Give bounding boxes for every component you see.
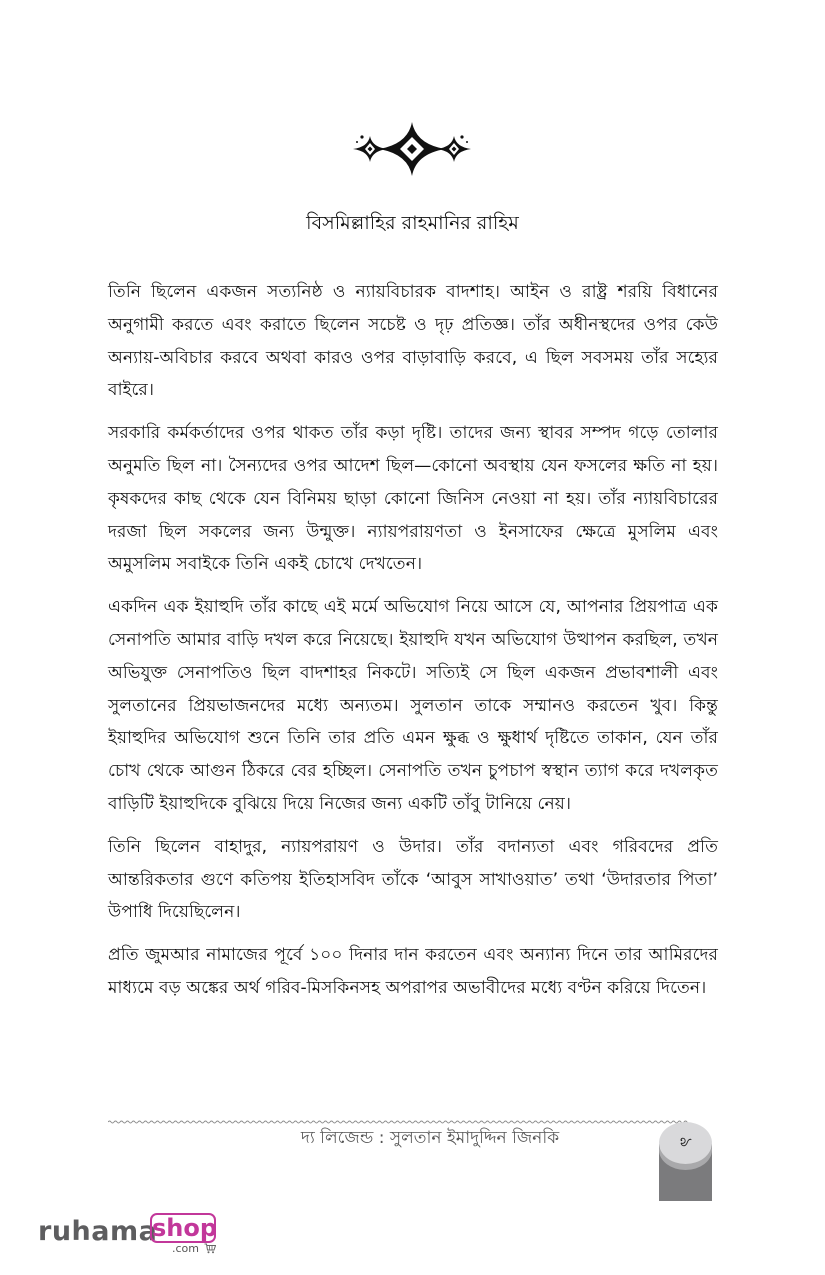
running-title: দ্য লিজেন্ড : সুলতান ইমাদুদ্দিন জিনকি	[300, 1128, 560, 1148]
page-number: ৯	[675, 1136, 696, 1148]
logo-text-shop: shop	[152, 1214, 218, 1242]
page-number-tab	[659, 1122, 712, 1201]
paragraph: সরকারি কর্মকর্তাদের ওপর থাকত তাঁর কড়া দৃষ্টি। তাদের জন্য স্থাবর সম্পদ গড়ে তোলার অনুমতি ছিল না। সৈন্যদের ওপর আদেশ ছিল—কোনো অবস্থায় যেন ফসলের ক্ষতি না হয়। কৃষকদের কাছ থেকে যেন বিনিময় ছাড়া কোনো জিনিস নেওয়া না হয়। তাঁর ন্যায়বিচারের দরজা ছিল সকলের জন্য উন্মুক্ত। ন্যায়পরায়ণতা ও ইনসাফের ক্ষেত্রে মুসলিম এবং অমুসলিম সবাইকে তিনি একই চোখে দেখতেন।	[108, 423, 718, 575]
paragraph: একদিন এক ইয়াহুদি তাঁর কাছে এই মর্মে অভিযোগ নিয়ে আসে যে, আপনার প্রিয়পাত্র এক সেনাপতি আমার বাড়ি দখল করে নিয়েছে। ইয়াহুদি যখন অভিযোগ উত্থাপন করছিল, তখন অভিযুক্ত সেনাপতিও ছিল বাদশাহর নিকটে। সত্যিই সে ছিল একজন প্রভাবশালী এবং সুলতানের প্রিয়ভাজনদের মধ্যে অন্যতম। সুলতান তাকে সম্মানও করতেন খুব। কিন্তু ইয়াহুদির অভিযোগ শুনে তিনি তার প্রতি এমন ক্ষুব্ধ ও ক্ষুধার্থ দৃষ্টিতে তাকান, যেন তাঁর চোখ থেকে আগুন ঠিকরে বের হচ্ছিল। সেনাপতি তখন চুপচাপ স্বস্থান ত্যাগ করে দখলকৃত বাড়িটি ইয়াহুদিকে বুঝিয়ে দিয়ে নিজের জন্য একটি তাঁবু টানিয়ে নেয়।	[108, 597, 718, 814]
ruhamashop-logo	[38, 1213, 228, 1258]
logo-text-com: .com	[172, 1242, 199, 1255]
shopping-cart-icon	[204, 1243, 216, 1254]
star-ornament-icon	[345, 118, 480, 180]
paragraph: তিনি ছিলেন বাহাদুর, ন্যায়পরায়ণ ও উদার। তাঁর বদান্যতা এবং গরিবদের প্রতি আন্তরিকতার গুণে কতিপয় ইতিহাসবিদ তাঁকে ‘আবুস সাখাওয়াত’ তথা ‘উদারতার পিতা’ উপাধি দিয়েছিলেন।	[108, 836, 718, 923]
bismillah-heading: বিসমিল্লাহির রাহমানির রাহিম	[306, 212, 519, 234]
logo-text-ruhama: ruhama	[38, 1216, 158, 1247]
paragraph: প্রতি জুমআর নামাজের পূর্বে ১০০ দিনার দান করতেন এবং অন্যান্য দিনে তার আমিরদের মাধ্যমে বড় অঙ্কের অর্থ গরিব-মিসকিনসহ অপরাপর অভাবীদের মধ্যে বণ্টন করিয়ে দিতেন।	[108, 945, 718, 998]
paragraph: তিনি ছিলেন একজন সত্যনিষ্ঠ ও ন্যায়বিচারক বাদশাহ। আইন ও রাষ্ট্র শরয়ি বিধানের অনুগামী করতে এবং করাতে ছিলেন সচেষ্ট ও দৃঢ় প্রতিজ্ঞ। তাঁর অধীনস্থদের ওপর কেউ অন্যায়-অবিচার করবে অথবা কারও ওপর বাড়াবাড়ি করবে, এ ছিল সবসময় তাঁর সহ্যের বাইরে।	[108, 282, 718, 401]
body-text	[108, 276, 718, 1015]
